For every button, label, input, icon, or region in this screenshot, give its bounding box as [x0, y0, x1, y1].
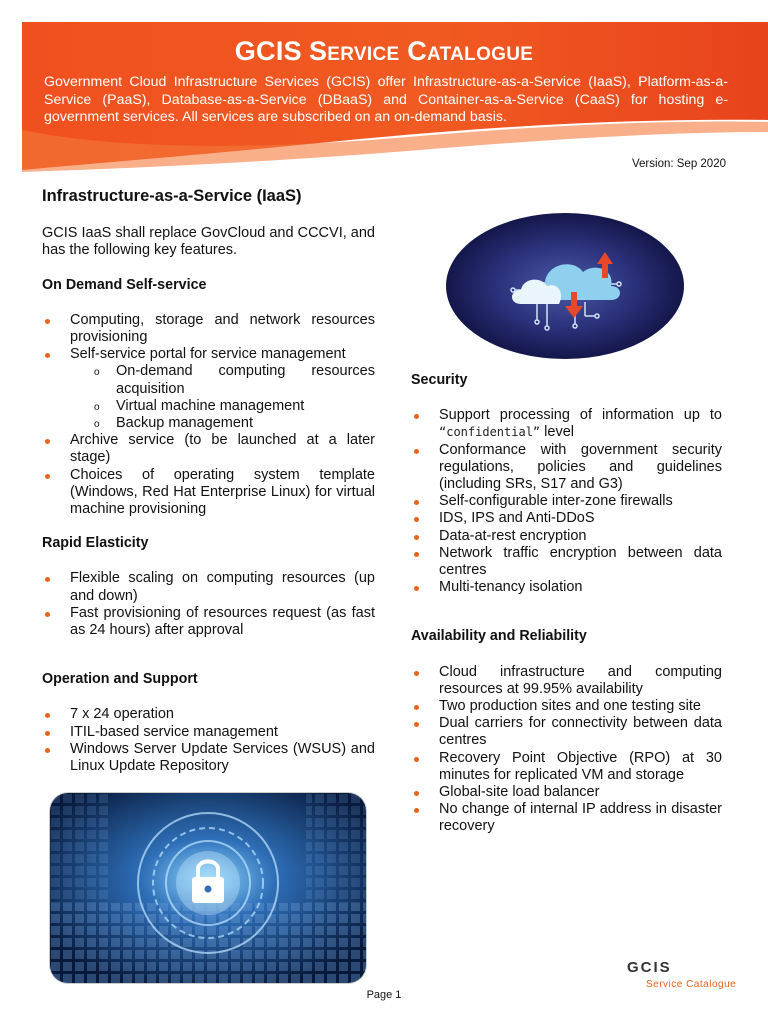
title-gcis: GCIS: [234, 36, 302, 66]
list-item: Data-at-rest encryption: [411, 528, 722, 545]
footer-tagline: Service Catalogue: [646, 979, 737, 990]
list-item: Conformance with government security regulations, policies and guidelines (including SRs, S17 and G3): [411, 442, 722, 494]
security-heading: Security: [411, 372, 468, 388]
iaas-lead: GCIS IaaS shall replace GovCloud and CCCVI, and has the following key features.: [42, 225, 375, 259]
on-demand-list: [42, 312, 375, 518]
list-item: Recovery Point Objective (RPO) at 30 minutes for replicated VM and storage: [411, 750, 722, 784]
list-item-text: level: [540, 424, 575, 441]
version-label: Version: Sep 2020: [632, 158, 726, 170]
list-item: Flexible scaling on computing resources (up and down): [42, 570, 375, 604]
elasticity-heading: Rapid Elasticity: [42, 535, 149, 552]
list-item: Fast provisioning of resources request (as fast as 24 hours) after approval: [42, 605, 375, 639]
right-column: [411, 372, 722, 853]
list-item: [42, 346, 375, 432]
list-item: [411, 407, 722, 441]
list-item: IDS, IPS and Anti-DDoS: [411, 510, 722, 527]
list-item: Global-site load balancer: [411, 784, 722, 801]
list-item: Choices of operating system template (Windows, Red Hat Enterprise Linux) for virtual machine provisioning: [42, 467, 375, 519]
list-item-text: Support processing of information up to: [439, 407, 722, 424]
left-column: [42, 188, 375, 792]
list-item: Network traffic encryption between data centres: [411, 545, 722, 579]
availability-list: [411, 664, 722, 836]
elasticity-list: [42, 570, 375, 639]
footer-logo: GCIS: [627, 959, 672, 976]
list-item: Multi-tenancy isolation: [411, 579, 722, 596]
list-item: Windows Server Update Services (WSUS) and Linux Update Repository: [42, 741, 375, 775]
list-item: Dual carriers for connectivity between data centres: [411, 715, 722, 749]
operation-heading: Operation and Support: [42, 671, 198, 688]
sublist-item: o On-demand computing resources acquisition: [70, 363, 375, 397]
portal-sublist: [70, 363, 375, 432]
sublist-item: o Virtual machine management: [70, 398, 375, 415]
list-item: Two production sites and one testing site: [411, 698, 722, 715]
list-item: ITIL-based service management: [42, 724, 375, 741]
intro-paragraph: Government Cloud Infrastructure Services (GCIS) offer Infrastructure-as-a-Service (IaaS), Platform-as-a-Service (PaaS), Database-as-a-Service (DBaaS) and Container-as-a-Service (CaaS) for hosting e-government services. All services are subscribed on an on-demand basis.: [44, 74, 728, 125]
title-catalogue: Service Catalogue: [308, 36, 534, 66]
list-item: Computing, storage and network resources provisioning: [42, 312, 375, 346]
document-title: [0, 36, 768, 67]
lock-illustration: [50, 793, 366, 983]
operation-list: [42, 706, 375, 775]
list-item: Archive service (to be launched at a later stage): [42, 432, 375, 466]
on-demand-heading: On Demand Self-service: [42, 276, 207, 293]
cloud-illustration: [445, 212, 685, 360]
list-item: Self-configurable inter-zone firewalls: [411, 493, 722, 510]
list-item: Cloud infrastructure and computing resources at 99.95% availability: [411, 664, 722, 698]
list-item: 7 x 24 operation: [42, 706, 375, 723]
iaas-heading: Infrastructure-as-a-Service (IaaS): [42, 187, 302, 205]
confidential-label: “confidential”: [439, 425, 541, 440]
list-item-text: Self-service portal for service management: [70, 346, 346, 363]
security-list: [411, 407, 722, 596]
list-item: No change of internal IP address in disaster recovery: [411, 801, 722, 835]
cloud-icon: [445, 212, 685, 360]
page-number: Page 1: [366, 989, 402, 1001]
availability-heading: Availability and Reliability: [411, 628, 587, 645]
sublist-item: o Backup management: [70, 415, 375, 432]
lock-icon: [50, 793, 366, 983]
